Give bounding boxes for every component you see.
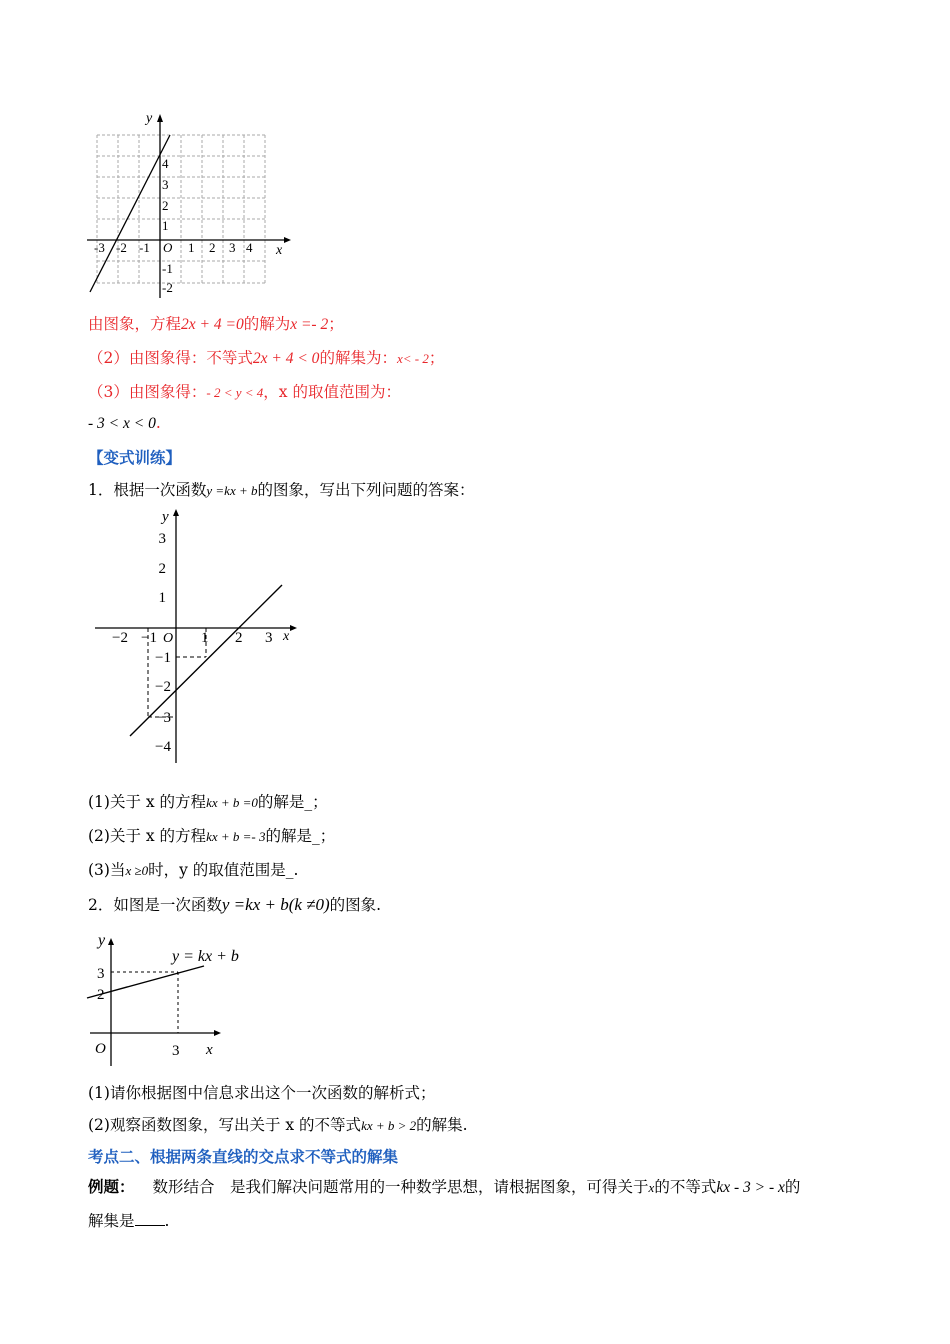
origin-label: O — [163, 240, 173, 255]
answer-1: 由图象，方程2x + 4 =0的解为x =- 2； — [88, 315, 344, 333]
y-tick: 1 — [162, 218, 169, 233]
y-tick: 3 — [162, 177, 169, 192]
origin-label: O — [163, 631, 174, 646]
y-tick: 2 — [162, 198, 169, 213]
y-tick: 3 — [158, 531, 166, 547]
x-tick: −1 — [141, 630, 157, 646]
x-axis-label: x — [276, 243, 283, 258]
section-variant-title: 【变式训练】 — [88, 448, 182, 467]
x-axis-label: x — [206, 1042, 213, 1058]
y-tick: −3 — [155, 710, 171, 726]
x-tick: −2 — [112, 630, 128, 646]
grid-1 — [97, 135, 265, 283]
question-1-intro: 1．根据一次函数y =kx + b的图象，写出下列问题的答案： — [88, 481, 475, 499]
line-label: y = kx + b — [172, 948, 239, 965]
x-tick: 4 — [246, 240, 253, 255]
x-tick: 1 — [188, 240, 195, 255]
function-line-2 — [130, 585, 282, 736]
function-line-1 — [90, 135, 170, 292]
graph-2 — [90, 505, 305, 770]
y-tick: 2 — [158, 561, 166, 577]
y-axis-label: y — [146, 111, 153, 126]
y-tick: 3 — [97, 966, 105, 982]
answer-blank[interactable] — [135, 1211, 165, 1226]
answer-3: （3）由图象得：- 2 < y < 4，x 的取值范围为： — [88, 383, 401, 401]
y-tick: -1 — [162, 261, 173, 276]
y-tick: 4 — [162, 156, 169, 171]
question-1-part-1: (1)关于 x 的方程kx + b =0的解是_； — [88, 793, 328, 811]
graph-3 — [84, 928, 254, 1068]
y-axis-label: y — [162, 509, 169, 525]
example-line-2: 解集是 . — [88, 1212, 170, 1230]
section-2-title: 考点二、根据两条直线的交点求不等式的解集 — [88, 1147, 399, 1166]
question-2-part-2: (2)观察函数图象，写出关于 x 的不等式kx + b > 2的解集. — [88, 1116, 468, 1134]
function-line-3 — [87, 966, 204, 998]
x-tick: -2 — [116, 240, 127, 255]
y-axis-label: y — [98, 932, 106, 949]
x-axis-label: x — [283, 629, 290, 644]
y-tick: −2 — [155, 679, 171, 695]
question-2-part-1: (1)请你根据图中信息求出这个一次函数的解析式； — [88, 1084, 436, 1102]
answer-2: （2）由图象得：不等式2x + 4 < 0的解集为：x< - 2； — [88, 349, 445, 367]
x-tick: -3 — [94, 240, 105, 255]
x-tick: -1 — [139, 240, 150, 255]
x-tick: 2 — [235, 630, 243, 646]
x-tick: 3 — [265, 630, 273, 646]
y-tick: -2 — [162, 280, 173, 295]
y-tick: −1 — [155, 650, 171, 666]
graph-1 — [84, 108, 294, 303]
question-1-part-3: (3)当x ≥0时，y 的取值范围是_. — [88, 861, 299, 879]
y-tick: 2 — [97, 987, 105, 1003]
question-1-part-2: (2)关于 x 的方程kx + b =- 3的解是_； — [88, 827, 336, 845]
origin-label: O — [95, 1041, 106, 1057]
x-tick: 3 — [229, 240, 236, 255]
x-tick: 3 — [172, 1043, 180, 1059]
question-2-intro: 2．如图是一次函数y =kx + b(k ≠0)的图象. — [88, 895, 382, 914]
answer-3-solution: - 3 < x < 0. — [88, 414, 161, 432]
example-line-1: 例题： 数形结合 是我们解决问题常用的一种数学思想，请根据图象，可得关于x的不等式kx - 3 > - x的 — [88, 1177, 801, 1196]
x-tick: 2 — [209, 240, 216, 255]
y-tick: −4 — [155, 739, 171, 755]
x-tick: 1 — [201, 630, 209, 646]
y-tick: 1 — [158, 590, 166, 606]
